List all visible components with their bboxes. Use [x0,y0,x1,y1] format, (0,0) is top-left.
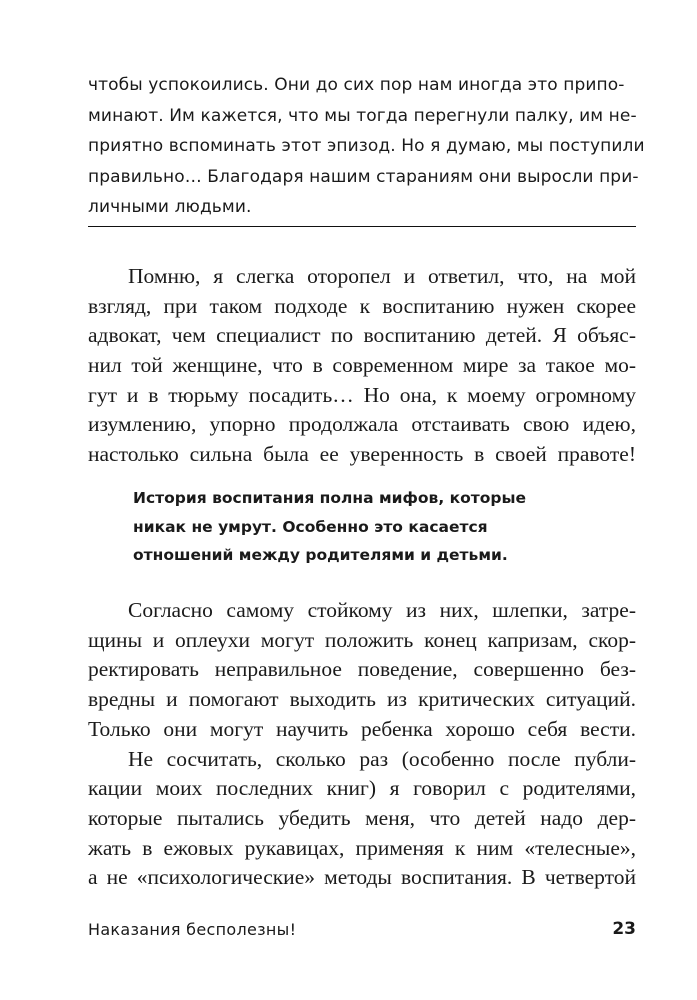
quote-line: чтобы успокоились. Они до сих пор нам иногда это припо- [88,75,625,95]
text-line: нил той женщине, что в современном мире за такое мо- [88,353,636,378]
pull-quote [133,484,593,570]
paragraph-1 [88,262,636,470]
quote-line: минают. Им кажется, что мы тогда перегнули палку, им не- [88,105,637,126]
text-line: Помню, я слегка оторопел и ответил, что, на мой [128,264,636,288]
text-line: а не «психологические» методы воспитания. В четвертой [88,865,636,890]
quoted-testimony [88,70,645,223]
text-line: кации моих последних книг) я говорил с родителями, [88,776,636,801]
text-line: адвокат, чем специалист по воспитанию детей. Я объяс- [88,323,636,348]
text-line: жать в ежовых рукавицах, применяя к ним «телесные», [88,835,636,860]
text-line: изумлению, упорно продолжала отстаивать свою идею, [88,412,636,437]
pull-quote-line: отношений между родителями и детьми. [133,546,508,564]
text-line: настолько сильна была ее уверенность в своей правоте! [88,442,636,467]
text-line: взгляд, при таком подходе к воспитанию нужен скорее [88,293,636,318]
text-line: вредны и помогают выходить из критических ситуаций. [88,687,636,712]
pull-quote-line: История воспитания полна мифов, которые [133,489,527,507]
text-line: ректировать неправильное поведение, совершенно без- [88,657,636,682]
quote-line: личными людьми. [88,197,252,217]
quote-line: приятно вспоминать этот эпизод. Но я думаю, мы поступили [88,136,645,156]
page-number: 23 [612,919,636,939]
running-footer-title: Наказания бесполезны! [88,920,297,939]
paragraph-2 [88,596,636,744]
text-line: Только они могут научить ребенка хорошо себя вести. [88,716,636,741]
text-line: Согласно самому стойкому из них, шлепки, затре- [128,598,636,622]
quote-line: правильно… Благодаря нашим стараниям они выросли при- [88,166,639,187]
text-line: гут и в тюрьму посадить… Но она, к моему огромному [88,382,636,407]
pull-quote-line: никак не умрут. Особенно это касается [133,517,488,536]
text-line: щины и оплеухи могут положить конец капризам, скор- [88,627,636,652]
text-line: которые пытались убедить меня, что детей надо дер- [88,805,636,830]
paragraph-3 [88,745,636,893]
text-line: Не сосчитать, сколько раз (особенно после публи- [128,746,636,771]
section-divider [88,226,636,227]
